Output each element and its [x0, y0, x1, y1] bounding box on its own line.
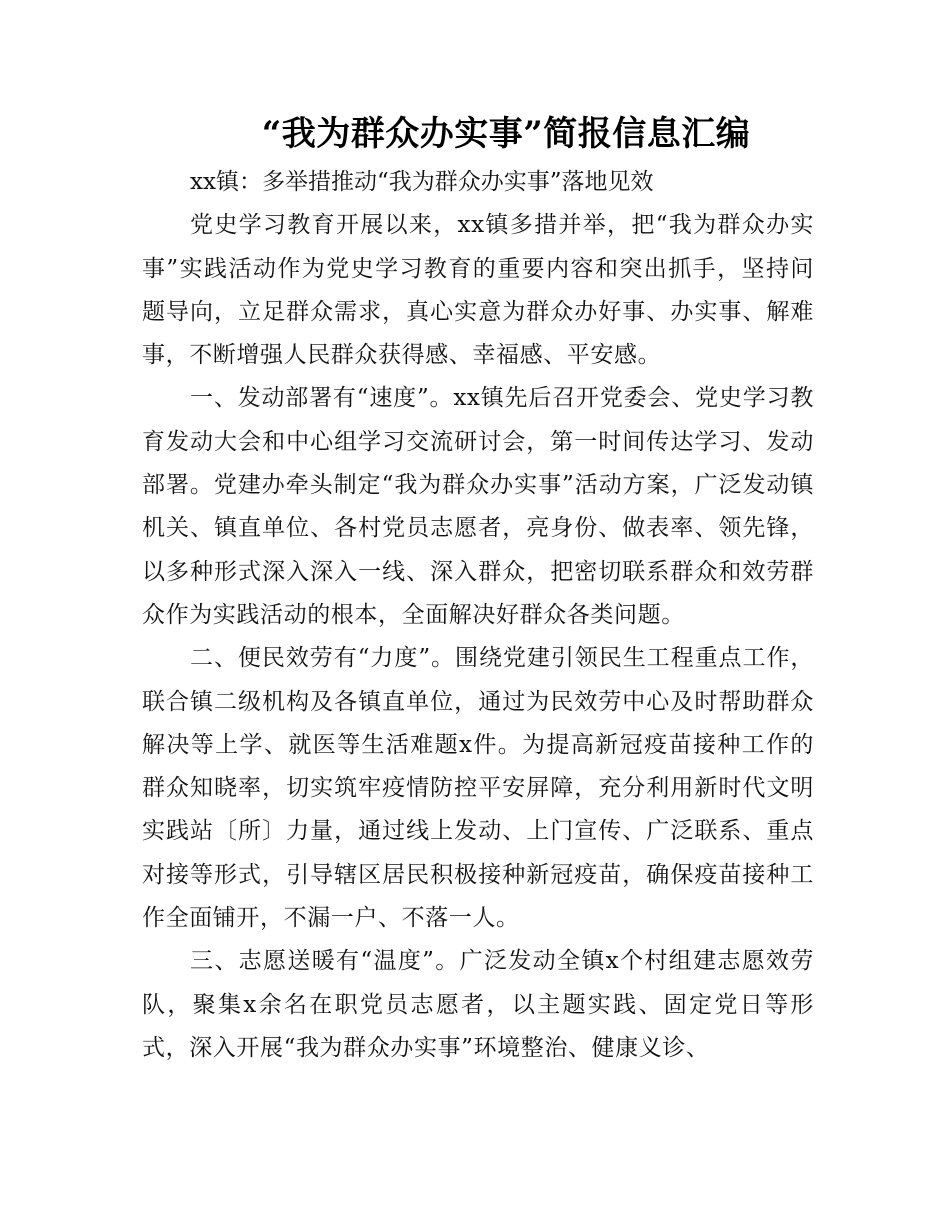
- paragraph-section-1: 一、发动部署有“速度”。xx镇先后召开党委会、党史学习教育发动大会和中心组学习交流研讨会，第一时间传达学习、发动部署。党建办牵头制定“我为群众办实事”活动方案，广泛发动镇机关、镇直单位、各村党员志愿者，亮身份、做表率、领先锋，以多种形式深入深入一线、深入群众，把密切联系群众和效劳群众作为实践活动的根本，全面解决好群众各类问题。: [142, 385, 814, 628]
- article-subtitle: xx镇：多举措推动“我为群众办实事”落地见效: [190, 169, 654, 195]
- paragraph-section-2: 二、便民效劳有“力度”。围绕党建引领民生工程重点工作，联合镇二级机构及各镇直单位，通过为民效劳中心及时帮助群众解决等上学、就医等生活难题x件。为提高新冠疫苗接种工作的群众知晓率，切实筑牢疫情防控平安屏障，充分利用新时代文明实践站〔所〕力量，通过线上发动、上门宣传、广泛联系、重点对接等形式，引导辖区居民积极接种新冠疫苗，确保疫苗接种工作全面铺开，不漏一户、不落一人。: [142, 645, 814, 932]
- document-body: [142, 161, 814, 1070]
- paragraph-section-3: 三、志愿送暖有“温度”。广泛发动全镇x个村组建志愿效劳队，聚集x余名在职党员志愿者，以主题实践、固定党日等形式，深入开展“我为群众办实事”环境整治、健康义诊、: [142, 948, 814, 1061]
- document-title: “我为群众办实事”简报信息汇编: [261, 114, 751, 154]
- paragraph-intro: 党史学习教育开展以来，xx镇多措并举，把“我为群众办实事”实践活动作为党史学习教育的重要内容和突出抓手，坚持问题导向，立足群众需求，真心实意为群众办好事、办实事、解难事，不断增强人民群众获得感、幸福感、平安感。: [142, 212, 814, 369]
